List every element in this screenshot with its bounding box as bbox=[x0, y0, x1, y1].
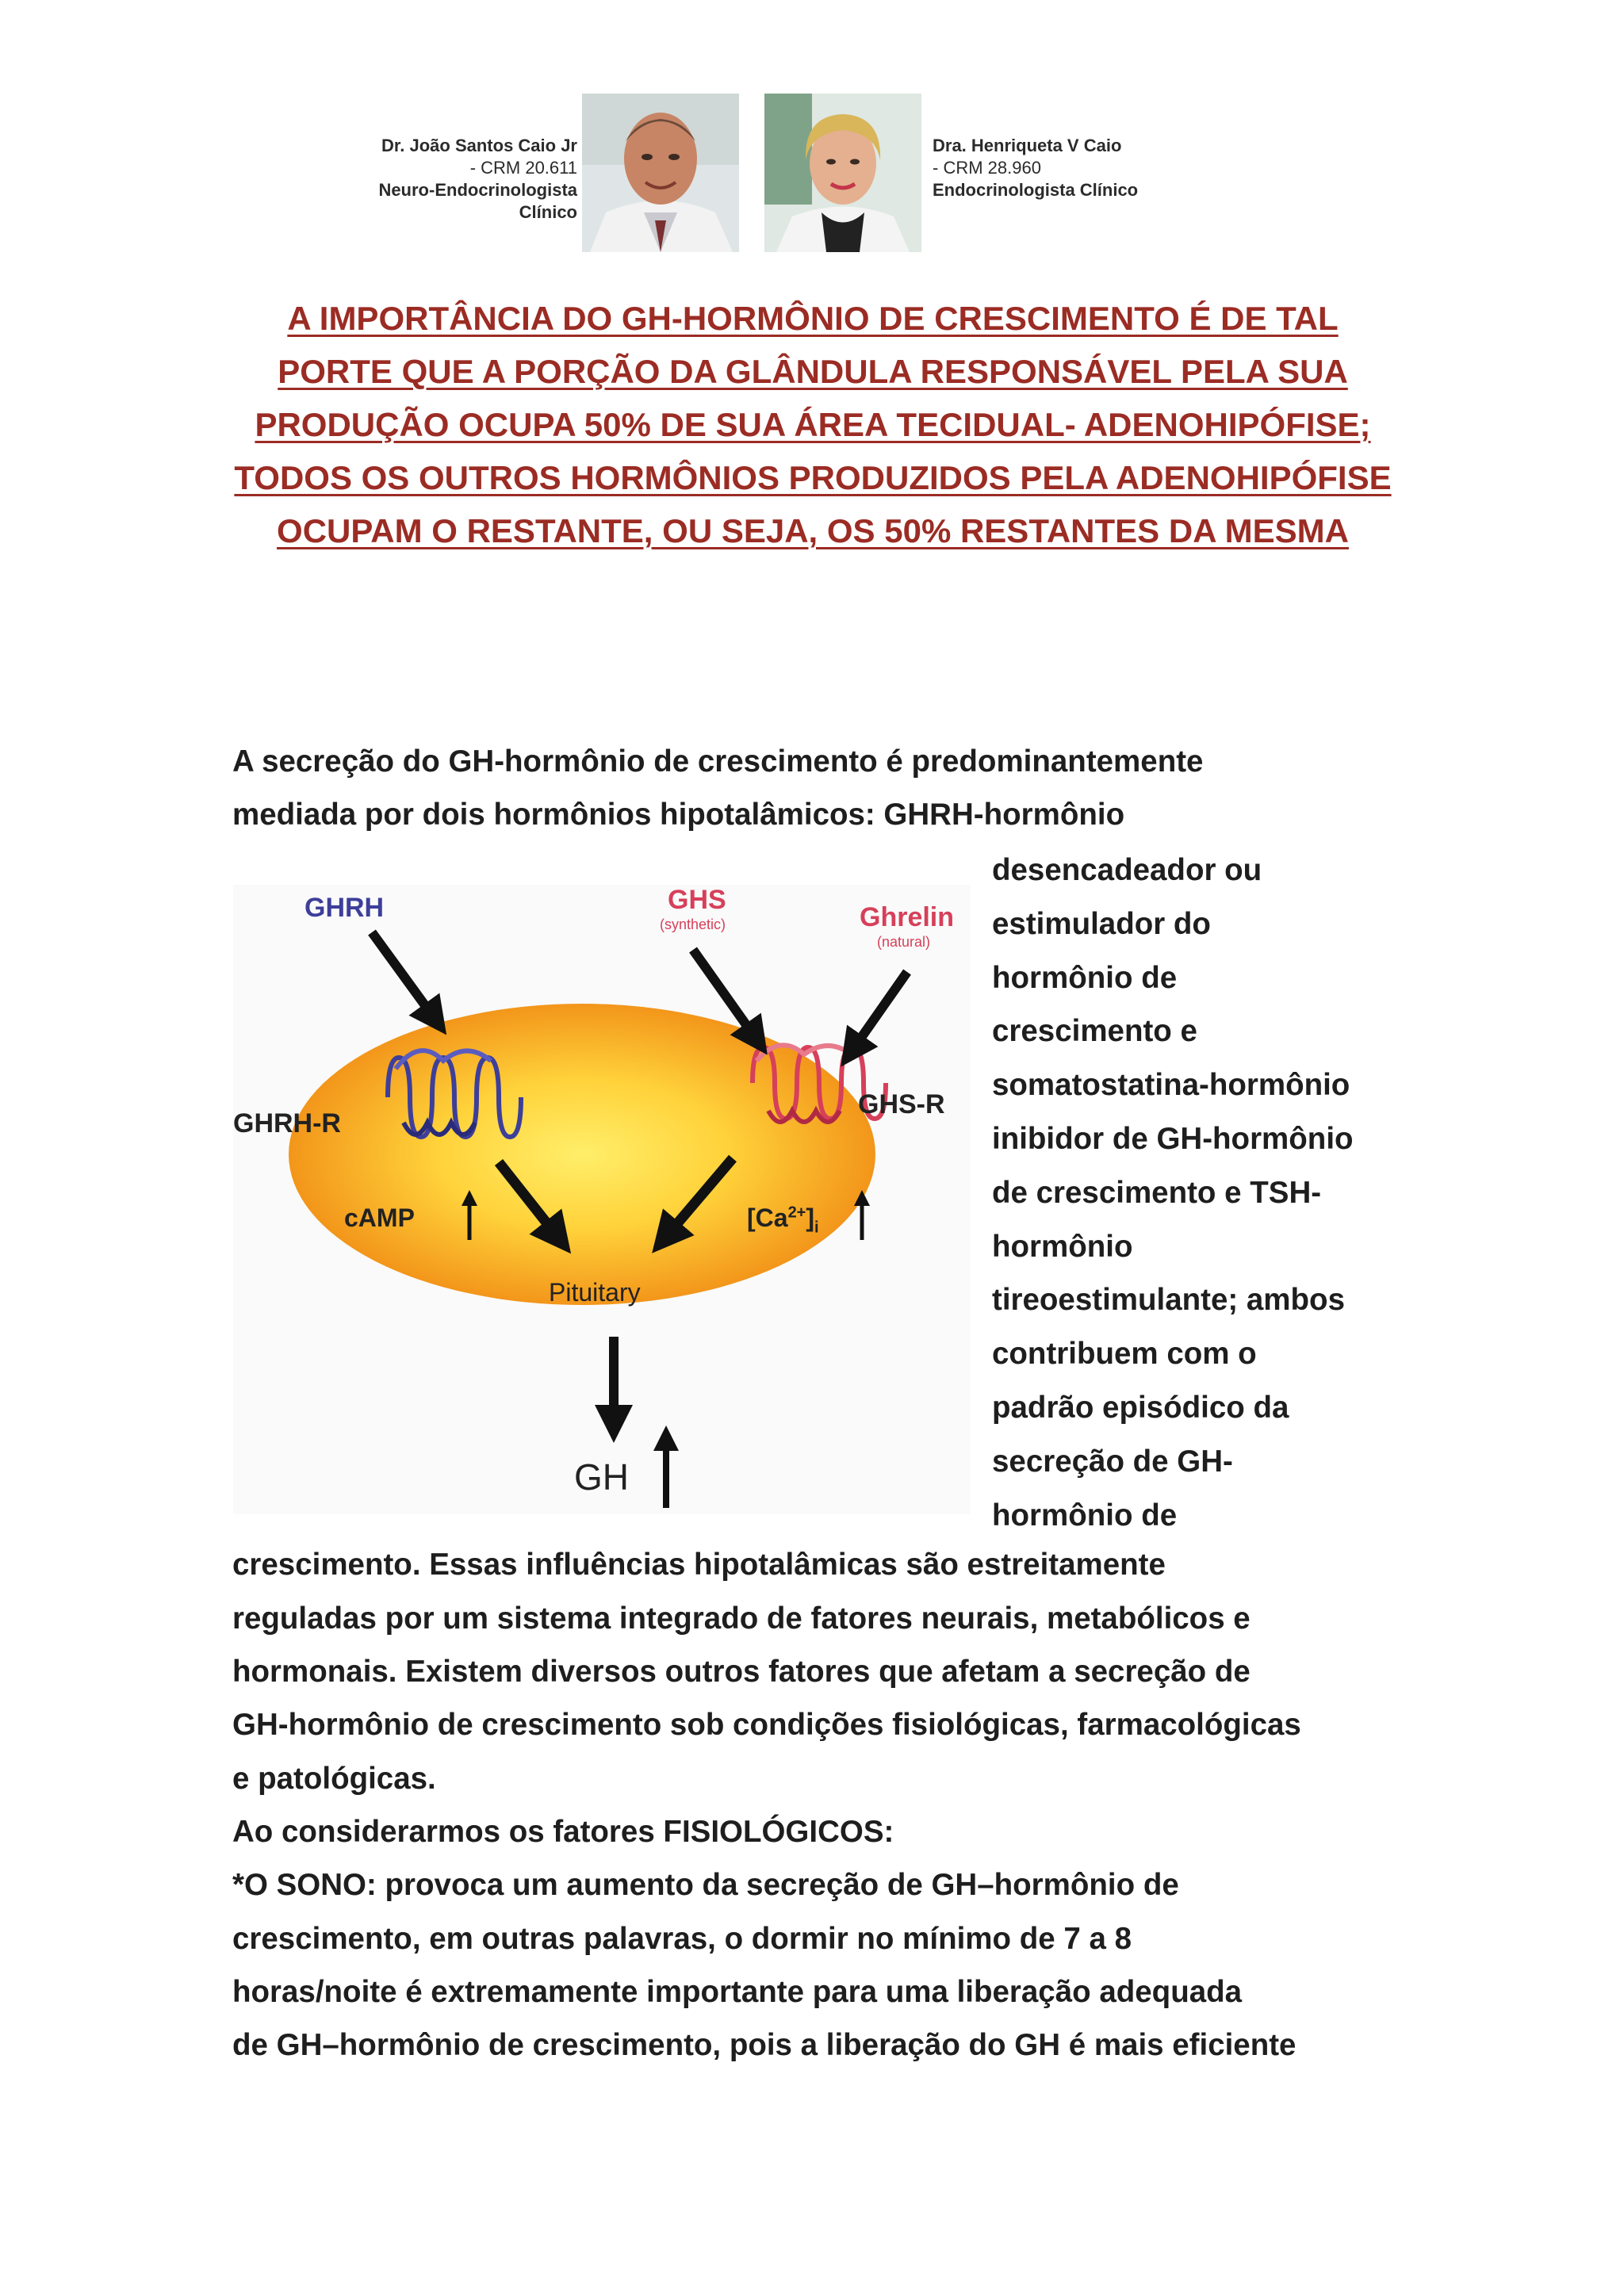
paragraph-line: mediada por dois hormônios hipotalâmicos: GHRH-hormônio bbox=[232, 798, 1125, 832]
gh-label: GH bbox=[574, 1456, 629, 1498]
pituitary-label: Pituitary bbox=[549, 1278, 641, 1307]
calcium-close: ] bbox=[806, 1203, 815, 1232]
calcium-main: [Ca bbox=[747, 1203, 788, 1232]
right-doctor-crm: - CRM 28.960 bbox=[933, 158, 1041, 178]
calcium-subscript: i bbox=[814, 1219, 819, 1237]
ghrelin-label: Ghrelin bbox=[860, 902, 955, 932]
ghrh-receptor-label: GHRH-R bbox=[233, 1108, 341, 1138]
section-heading: Ao considerarmos os fatores FISIOLÓGICOS: bbox=[232, 1815, 894, 1849]
paragraph-line: A secreção do GH-hormônio de crescimento é predominantemente bbox=[232, 744, 1204, 779]
letterhead bbox=[230, 94, 1213, 256]
paragraph-line: reguladas por um sistema integrado de fatores neurais, metabólicos e bbox=[232, 1601, 1251, 1636]
gh-regulation-diagram bbox=[233, 885, 971, 1514]
right-doctor-photo bbox=[764, 94, 921, 252]
side-column-line: somatostatina-hormônio bbox=[992, 1068, 1350, 1103]
right-doctor-info bbox=[933, 135, 1218, 201]
page-title: A IMPORTÂNCIA DO GH-HORMÔNIO DE CRESCIMENTO É DE TAL PORTE QUE A PORÇÃO DA GLÂNDULA RESPONSÁVEL PELA SUA PRODUÇÃO OCUPA 50% DE SUA ÁREA TECIDUAL- ADENOHIPÓFISE; TODOS OS OUTROS HORMÔNIOS PRODUZIDOS PELA ADENOHIPÓFISE OCUPAM O RESTANTE, OU SEJA, OS 50% RESTANTES DA MESMA bbox=[234, 300, 1392, 549]
side-column-line: hormônio de bbox=[992, 960, 1178, 995]
paragraph-line: *O SONO: provoca um aumento da secreção de GH–hormônio de bbox=[232, 1868, 1179, 1902]
side-column-line: de crescimento e TSH- bbox=[992, 1175, 1322, 1210]
diagram-graphics bbox=[233, 885, 971, 1514]
side-column-line: hormônio bbox=[992, 1229, 1133, 1264]
side-column-line: crescimento e bbox=[992, 1014, 1197, 1049]
calcium-superscript: 2+ bbox=[787, 1203, 806, 1222]
ghs-receptor-label: GHS-R bbox=[858, 1089, 945, 1119]
side-column-line: padrão episódico da bbox=[992, 1390, 1289, 1425]
side-column-line: hormônio de bbox=[992, 1498, 1178, 1533]
ghs-label: GHS bbox=[668, 885, 726, 915]
ghrh-arrow bbox=[372, 932, 435, 1020]
left-doctor-name: Dr. João Santos Caio Jr bbox=[381, 136, 577, 155]
camp-label: cAMP bbox=[344, 1203, 415, 1232]
side-column-line: desencadeador ou bbox=[992, 853, 1262, 887]
paragraph-line: hormonais. Existem diversos outros fatores que afetam a secreção de bbox=[232, 1655, 1251, 1689]
right-doctor-specialty: Endocrinologista Clínico bbox=[933, 180, 1139, 200]
ghrelin-arrow bbox=[852, 972, 907, 1051]
side-column-line: inibidor de GH-hormônio bbox=[992, 1121, 1354, 1156]
left-doctor-crm: - CRM 20.611 bbox=[469, 158, 577, 178]
side-column-text bbox=[992, 844, 1404, 1542]
calcium-label bbox=[747, 1203, 819, 1237]
ghs-sublabel: (synthetic) bbox=[660, 916, 726, 932]
paragraph-line: horas/noite é extremamente importante para uma liberação adequada bbox=[232, 1975, 1243, 2009]
right-doctor-name: Dra. Henriqueta V Caio bbox=[933, 136, 1122, 155]
side-column-line: estimulador do bbox=[992, 906, 1211, 941]
pituitary-cell bbox=[289, 1004, 875, 1305]
ghrelin-sublabel: (natural) bbox=[877, 934, 931, 950]
side-column-line: tireoestimulante; ambos bbox=[992, 1283, 1345, 1318]
paragraph-line: GH-hormônio de crescimento sob condições fisiológicas, farmacológicas bbox=[232, 1708, 1301, 1742]
side-column-line: contribuem com o bbox=[992, 1337, 1257, 1372]
paragraph-line: crescimento, em outras palavras, o dormir no mínimo de 7 a 8 bbox=[232, 1922, 1132, 1956]
left-doctor-specialty: Neuro-Endocrinologista Clínico bbox=[378, 180, 577, 222]
left-doctor-info bbox=[322, 135, 577, 224]
paragraph-line: de GH–hormônio de crescimento, pois a liberação do GH é mais eficiente bbox=[232, 2028, 1297, 2062]
ghrh-label: GHRH bbox=[304, 893, 385, 923]
side-column-line: secreção de GH- bbox=[992, 1444, 1233, 1479]
paragraph-line: crescimento. Essas influências hipotalâmicas são estreitamente bbox=[232, 1548, 1166, 1582]
left-doctor-photo bbox=[582, 94, 739, 252]
paragraph-line: e patológicas. bbox=[232, 1762, 436, 1796]
